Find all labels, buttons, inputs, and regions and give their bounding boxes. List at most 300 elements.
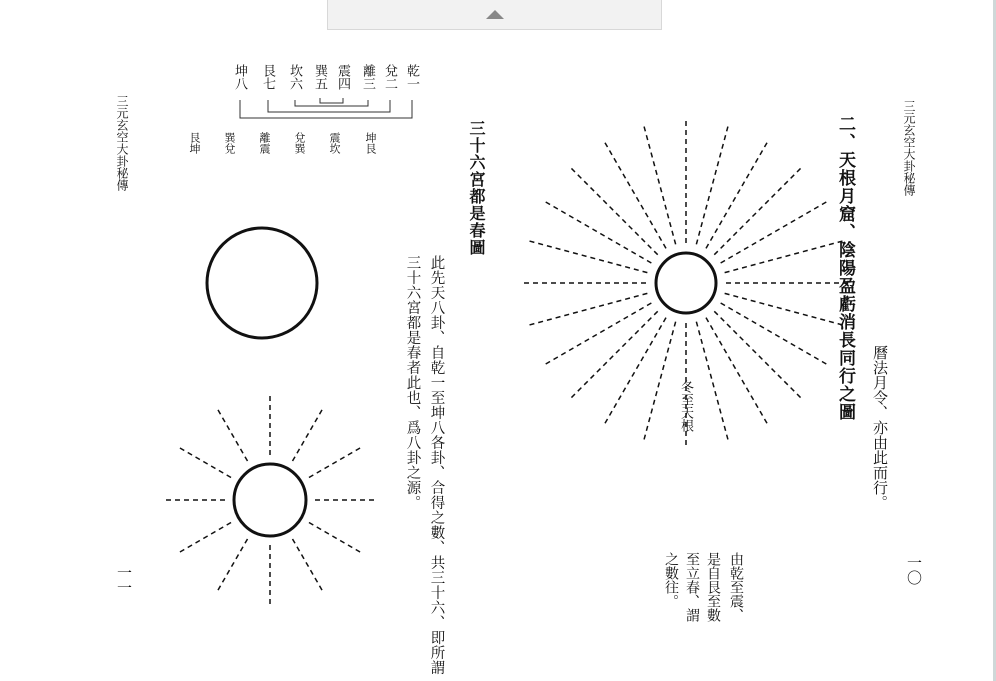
radial-glyph-mark — [760, 326, 764, 329]
pair-label: 兌巽 — [293, 132, 306, 154]
radial-glyph-mark — [752, 349, 756, 353]
radial-glyph-mark — [605, 419, 608, 423]
radial-glyph-mark — [721, 245, 725, 249]
radial-glyph-mark — [765, 143, 768, 147]
radial-glyph-mark — [699, 330, 700, 335]
radial-glyph-mark — [624, 317, 628, 320]
section-title: 三十六宮都是春圖 — [467, 120, 486, 256]
radial-glyph-mark — [608, 326, 612, 329]
radial-glyph-mark — [311, 570, 314, 574]
radial-glyph-mark — [577, 344, 581, 347]
radial-glyph-mark — [241, 449, 244, 453]
radial-glyph-mark — [717, 161, 718, 166]
page-number: 一一 — [115, 565, 133, 595]
radial-glyph-mark — [196, 457, 200, 460]
radial-glyph-mark — [696, 322, 697, 327]
radial-glyph-mark — [724, 426, 725, 431]
radial-glyph-mark — [356, 448, 360, 451]
radial-glyph-mark — [610, 207, 614, 211]
trigram-label: 震四 — [335, 64, 350, 90]
radial-glyph-mark — [674, 240, 675, 245]
radial-glyph-mark — [631, 252, 635, 255]
radial-glyph-mark — [740, 226, 744, 230]
radial-glyph-mark — [211, 532, 215, 535]
radial-glyph-mark — [629, 337, 633, 341]
radial-glyph-mark — [614, 158, 617, 162]
body-line: 三十六宮都是春者此也、爲八卦之源。 — [404, 255, 421, 510]
radial-glyph-mark — [547, 246, 552, 247]
radial-glyph-mark — [728, 308, 732, 311]
radial-glyph-mark — [592, 229, 596, 232]
radial-glyph-mark — [619, 166, 622, 170]
radial-glyph-mark — [530, 241, 535, 242]
radial-glyph-mark — [585, 225, 589, 228]
radial-glyph-mark — [616, 213, 620, 217]
radial-glyph-mark — [727, 238, 731, 242]
radial-glyph-mark — [733, 197, 736, 201]
radial-glyph-mark — [603, 362, 607, 366]
radial-glyph-mark — [822, 202, 826, 205]
radial-glyph-mark — [634, 269, 639, 270]
radial-glyph-mark — [759, 303, 764, 304]
radial-glyph-mark — [772, 369, 776, 373]
radial-glyph-mark — [616, 321, 620, 324]
diagram-label: 冬至天根 — [678, 380, 693, 432]
radial-glyph-mark — [623, 388, 626, 392]
radial-glyph-mark — [293, 457, 296, 461]
radial-glyph-mark — [315, 418, 318, 422]
radial-glyph-mark — [722, 417, 723, 422]
radial-glyph-mark — [632, 372, 635, 376]
trigram-label: 坤八 — [232, 64, 247, 90]
page-header: 三元玄空大卦秘傳 — [902, 100, 916, 196]
radial-glyph-mark — [650, 341, 653, 345]
radial-glyph-mark — [578, 175, 582, 179]
radial-glyph-mark — [803, 314, 808, 315]
radial-glyph-mark — [744, 247, 748, 250]
pair-label: 巽兌 — [223, 132, 236, 154]
radial-glyph-mark — [717, 400, 718, 405]
radial-glyph-mark — [218, 586, 221, 590]
radial-glyph-mark — [223, 578, 226, 582]
radial-glyph-mark — [738, 372, 741, 376]
radial-glyph-mark — [632, 189, 635, 193]
radial-glyph-mark — [738, 189, 741, 193]
radial-glyph-mark — [794, 312, 799, 313]
radial-glyph-mark — [348, 453, 352, 456]
radial-glyph-mark — [634, 296, 639, 297]
trigram-label: 兌二 — [382, 64, 397, 90]
radial-glyph-mark — [573, 253, 578, 254]
radial-glyph-mark — [625, 298, 630, 299]
radial-glyph-mark — [806, 211, 810, 214]
radial-glyph-mark — [720, 341, 723, 345]
radial-glyph-mark — [597, 369, 601, 373]
radial-glyph-mark — [715, 391, 716, 396]
radial-glyph-mark — [664, 244, 667, 248]
radial-glyph-mark — [628, 182, 631, 186]
radial-glyph-mark — [665, 205, 666, 210]
radial-glyph-mark — [715, 333, 718, 337]
radial-glyph-mark — [708, 196, 709, 201]
radial-glyph-mark — [223, 418, 226, 422]
note-text: 曆法月令、亦由此而行。 — [871, 345, 889, 510]
radial-glyph-mark — [820, 246, 825, 247]
radial-glyph-mark — [641, 357, 644, 361]
radial-glyph-mark — [656, 170, 657, 175]
radial-glyph-mark — [553, 357, 557, 360]
pair-label: 離震 — [258, 132, 271, 154]
radial-glyph-mark — [227, 475, 231, 478]
radial-glyph-mark — [777, 257, 782, 258]
left-circle-top — [207, 228, 317, 338]
radial-glyph-mark — [597, 194, 601, 198]
radial-glyph-mark — [245, 539, 248, 543]
trigram-label: 乾一 — [404, 64, 419, 90]
radial-glyph-mark — [751, 300, 756, 301]
radial-glyph-mark — [729, 205, 732, 209]
radial-glyph-mark — [724, 135, 725, 140]
radial-glyph-mark — [571, 394, 575, 398]
radial-glyph-mark — [751, 396, 754, 400]
radial-glyph-mark — [320, 586, 323, 590]
radial-glyph-mark — [616, 349, 620, 353]
body-line: 由乾至震、 — [728, 552, 744, 622]
radial-glyph-mark — [227, 523, 231, 526]
radial-glyph-mark — [729, 357, 732, 361]
radial-glyph-mark — [639, 256, 643, 259]
radial-glyph-mark — [629, 226, 633, 230]
radial-glyph-mark — [546, 362, 550, 365]
radial-glyph-mark — [232, 433, 235, 437]
radial-glyph-mark — [180, 550, 184, 553]
radial-glyph-mark — [332, 462, 336, 465]
radial-glyph-mark — [768, 305, 773, 306]
radial-glyph-mark — [746, 343, 750, 347]
radial-glyph-mark — [772, 194, 776, 198]
radial-glyph-mark — [641, 238, 645, 242]
radial-glyph-mark — [547, 319, 552, 320]
radial-glyph-mark — [747, 174, 750, 178]
radial-glyph-mark — [665, 356, 666, 361]
radial-glyph-mark — [631, 312, 635, 315]
trigram-brackets — [240, 98, 412, 118]
radial-glyph-mark — [667, 348, 668, 353]
radial-glyph-mark — [571, 168, 575, 172]
radial-glyph-mark — [765, 362, 769, 366]
radial-glyph-mark — [736, 312, 740, 315]
radial-glyph-mark — [610, 150, 613, 154]
radial-glyph-mark — [219, 471, 223, 474]
radial-glyph-mark — [656, 391, 657, 396]
radial-glyph-mark — [646, 426, 647, 431]
radial-glyph-mark — [600, 330, 604, 333]
radial-glyph-mark — [546, 202, 550, 205]
radial-glyph-mark — [775, 335, 779, 338]
radial-glyph-mark — [573, 312, 578, 313]
radial-glyph-mark — [599, 305, 604, 306]
radial-glyph-mark — [706, 205, 707, 210]
radial-glyph-mark — [655, 228, 658, 232]
radial-glyph-mark — [649, 144, 650, 149]
radial-glyph-mark — [714, 311, 718, 315]
radial-glyph-mark — [785, 310, 790, 311]
radial-glyph-mark — [616, 243, 620, 246]
radial-glyph-mark — [654, 311, 658, 315]
radial-glyph-mark — [647, 303, 651, 306]
radial-glyph-mark — [578, 388, 582, 392]
radial-glyph-mark — [649, 417, 650, 422]
radial-glyph-mark — [784, 381, 788, 385]
radial-glyph-mark — [564, 314, 569, 315]
radial-glyph-mark — [812, 317, 817, 318]
radial-glyph-mark — [616, 300, 621, 301]
radial-glyph-mark — [302, 441, 305, 445]
radial-glyph-mark — [696, 240, 697, 245]
radial-glyph-mark — [635, 330, 639, 334]
radial-glyph-mark — [746, 219, 750, 223]
radial-glyph-mark — [650, 221, 653, 225]
radial-glyph-mark — [714, 251, 718, 255]
radial-glyph-mark — [759, 207, 763, 211]
radial-glyph-mark — [599, 260, 604, 261]
radial-glyph-mark — [803, 250, 808, 251]
radial-glyph-mark — [654, 251, 658, 255]
radial-glyph-mark — [777, 307, 782, 308]
radial-glyph-mark — [653, 400, 654, 405]
radial-glyph-mark — [670, 339, 671, 344]
radial-glyph-mark — [812, 248, 817, 249]
radial-glyph-mark — [622, 343, 626, 347]
radial-glyph-mark — [625, 267, 630, 268]
radial-glyph-mark — [622, 219, 626, 223]
radial-glyph-mark — [721, 318, 725, 322]
radial-glyph-mark — [325, 532, 329, 535]
radial-glyph-mark — [315, 578, 318, 582]
radial-glyph-mark — [658, 179, 659, 184]
radial-glyph-mark — [648, 245, 652, 249]
radial-glyph-mark — [727, 435, 728, 440]
radial-glyph-mark — [799, 348, 803, 351]
radial-glyph-mark — [644, 435, 645, 440]
radial-glyph-mark — [706, 356, 707, 361]
radial-glyph-mark — [733, 364, 736, 368]
radial-glyph-mark — [311, 426, 314, 430]
radial-glyph-mark — [664, 318, 667, 322]
radial-glyph-mark — [747, 388, 750, 392]
radial-glyph-mark — [325, 466, 329, 469]
radial-glyph-mark — [591, 188, 595, 192]
trigram-label: 巽五 — [312, 64, 327, 90]
radial-glyph-mark — [670, 222, 671, 227]
radial-glyph-mark — [767, 330, 771, 333]
radial-glyph-mark — [710, 374, 711, 379]
radial-glyph-mark — [736, 252, 740, 255]
radial-glyph-mark — [814, 357, 818, 360]
radial-glyph-mark — [724, 213, 727, 217]
radial-glyph-mark — [791, 175, 795, 179]
radial-glyph-mark — [317, 527, 321, 530]
radial-glyph-mark — [660, 374, 661, 379]
radial-glyph-mark — [241, 547, 244, 551]
radial-glyph-mark — [767, 234, 771, 237]
radial-glyph-mark — [619, 396, 622, 400]
radial-glyph-mark — [778, 375, 782, 379]
radial-glyph-mark — [564, 250, 569, 251]
radial-glyph-mark — [667, 213, 668, 218]
radial-glyph-mark — [713, 382, 714, 387]
radial-glyph-mark — [775, 229, 779, 232]
radial-glyph-mark — [733, 232, 737, 236]
radial-glyph-mark — [720, 409, 721, 414]
pair-label: 艮坤 — [188, 132, 201, 154]
radial-glyph-mark — [756, 158, 759, 162]
radial-glyph-mark — [752, 321, 756, 324]
radial-glyph-mark — [590, 257, 595, 258]
radial-glyph-mark — [742, 298, 747, 299]
radial-glyph-mark — [180, 448, 184, 451]
radial-glyph-mark — [727, 127, 728, 132]
radial-glyph-mark — [646, 349, 649, 353]
radial-glyph-mark — [651, 409, 652, 414]
radial-glyph-mark — [725, 293, 730, 294]
radial-glyph-mark — [706, 318, 709, 322]
radial-glyph-mark — [245, 457, 248, 461]
radial-glyph-mark — [751, 264, 756, 265]
radial-glyph-mark — [760, 238, 764, 241]
radial-glyph-mark — [219, 527, 223, 530]
radial-glyph-mark — [236, 555, 239, 559]
radial-glyph-mark — [760, 150, 763, 154]
radial-glyph-mark — [699, 231, 700, 236]
radial-glyph-mark — [646, 213, 649, 217]
trigram-label: 艮七 — [260, 64, 275, 90]
radial-glyph-mark — [660, 187, 661, 192]
radial-glyph-mark — [203, 462, 207, 465]
radial-glyph-mark — [727, 324, 731, 328]
radial-glyph-mark — [829, 321, 834, 322]
radial-glyph-mark — [553, 207, 557, 210]
radial-glyph-mark — [720, 153, 721, 158]
radial-glyph-mark — [306, 433, 309, 437]
radial-glyph-mark — [348, 545, 352, 548]
radial-glyph-mark — [227, 570, 230, 574]
body-line: 之數往。 — [663, 552, 679, 608]
radial-glyph-mark — [608, 262, 613, 263]
radial-glyph-mark — [203, 536, 207, 539]
radial-glyph-mark — [628, 380, 631, 384]
radial-glyph-mark — [733, 330, 737, 334]
page-header: 三元玄空大卦秘傳 — [115, 95, 129, 191]
radial-glyph-mark — [608, 303, 613, 304]
radial-glyph-mark — [744, 317, 748, 320]
radial-glyph-mark — [791, 344, 795, 347]
radial-glyph-mark — [720, 221, 723, 225]
radial-glyph-mark — [765, 200, 769, 204]
radial-glyph-mark — [561, 211, 565, 214]
radial-glyph-mark — [569, 348, 573, 351]
radial-glyph-mark — [733, 269, 738, 270]
radial-glyph-mark — [584, 181, 588, 185]
radial-glyph-mark — [733, 296, 738, 297]
radial-glyph-mark — [236, 441, 239, 445]
radial-glyph-mark — [797, 168, 801, 172]
radial-glyph-mark — [561, 353, 565, 356]
radial-glyph-mark — [742, 380, 745, 384]
radial-glyph-mark — [659, 325, 662, 329]
radial-glyph-mark — [658, 382, 659, 387]
radial-glyph-mark — [829, 243, 834, 244]
radial-glyph-mark — [643, 293, 648, 294]
radial-glyph-mark — [756, 403, 759, 407]
page-number: 一〇 — [905, 555, 923, 585]
radial-glyph-mark — [603, 200, 607, 204]
radial-glyph-mark — [637, 197, 640, 201]
radial-glyph-mark — [785, 255, 790, 256]
trigram-label: 離三 — [360, 64, 375, 90]
radial-glyph-mark — [715, 170, 716, 175]
radial-glyph-mark — [783, 225, 787, 228]
radial-glyph-mark — [610, 411, 613, 415]
radial-glyph-mark — [740, 337, 744, 341]
radial-glyph-mark — [710, 187, 711, 192]
radial-glyph-mark — [639, 308, 643, 311]
radial-glyph-mark — [306, 562, 309, 566]
radial-glyph-mark — [751, 166, 754, 170]
body-line: 是自艮至數 — [705, 552, 721, 622]
radial-glyph-mark — [647, 261, 651, 264]
radial-glyph-mark — [293, 539, 296, 543]
radial-glyph-mark — [672, 231, 673, 236]
radial-glyph-mark — [797, 394, 801, 398]
radial-glyph-mark — [783, 339, 787, 342]
pair-label: 震坎 — [328, 132, 341, 154]
left-circle-bottom — [166, 396, 374, 604]
radial-glyph-mark — [820, 319, 825, 320]
radial-glyph-mark — [309, 523, 313, 526]
radial-glyph-mark — [591, 375, 595, 379]
radial-glyph-mark — [218, 410, 221, 414]
radial-glyph-mark — [635, 232, 639, 236]
radial-glyph-mark — [643, 271, 648, 272]
radial-glyph-mark — [701, 222, 702, 227]
radial-glyph-mark — [227, 426, 230, 430]
radial-glyph-mark — [623, 174, 626, 178]
radial-glyph-mark — [663, 365, 664, 370]
radial-glyph-mark — [641, 324, 645, 328]
radial-glyph-mark — [759, 356, 763, 360]
radial-glyph-mark — [188, 453, 192, 456]
radial-glyph-mark — [569, 216, 573, 219]
radial-glyph-mark — [799, 216, 803, 219]
radial-glyph-mark — [722, 144, 723, 149]
body-line: 此先天八卦、自乾一至坤八各卦、合得之數、共三十六、即所謂 — [428, 255, 445, 675]
radial-glyph-mark — [538, 321, 543, 322]
radial-glyph-mark — [592, 335, 596, 338]
body-line: 至立春、謂 — [684, 552, 700, 622]
radial-glyph-mark — [232, 562, 235, 566]
radial-glyph-mark — [663, 196, 664, 201]
radial-glyph-mark — [577, 220, 581, 223]
radial-glyph-mark — [297, 449, 300, 453]
radial-glyph-mark — [530, 324, 535, 325]
radial-glyph-mark — [791, 220, 795, 223]
radial-glyph-mark — [703, 348, 704, 353]
radial-glyph-mark — [768, 260, 773, 261]
radial-glyph-mark — [752, 243, 756, 246]
radial-glyph-mark — [600, 234, 604, 237]
radial-glyph-mark — [713, 179, 714, 184]
